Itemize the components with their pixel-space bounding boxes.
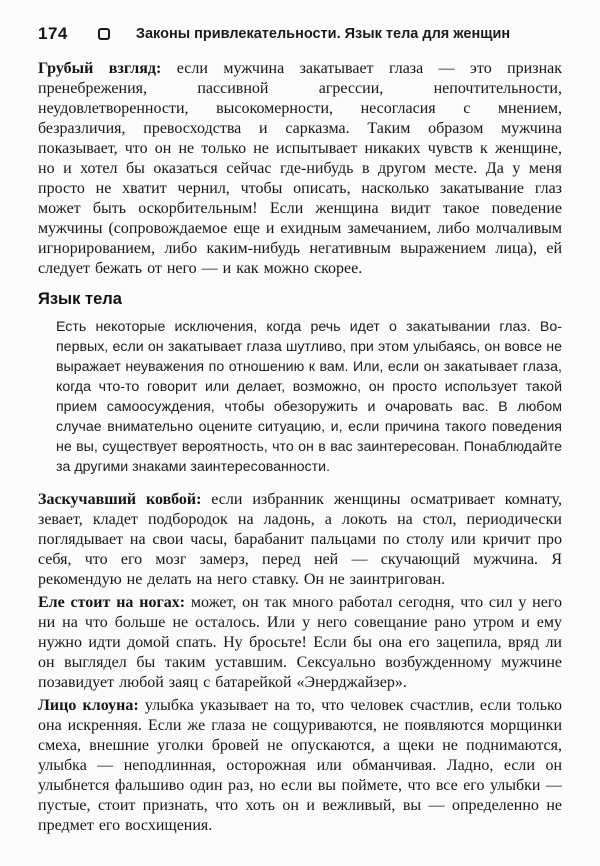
- paragraph-text-bored-cowboy: если избранник женщины осматривает комнату, зевает, кладет подбородок на ладонь, а локоть на стол, периодически поглядывает на свои часы, барабанит пальцами по столу или кричит про себя, что его мозг замерз, перед ней — скучающий мужчина. Я рекомендую не делать на него ставку. Он не заинтригован.: [38, 491, 563, 588]
- paragraph-rude-look: [38, 59, 562, 279]
- section-heading-body-language: Язык тела: [38, 290, 122, 308]
- body-language-note: [56, 317, 562, 477]
- paragraph-lead-bored-cowboy: Заскучавший ковбой:: [38, 491, 202, 508]
- paragraph-lead-rude-look: Грубый взгляд:: [38, 60, 162, 77]
- page-header: [38, 24, 562, 44]
- page-number: 174: [38, 24, 68, 43]
- body-language-note-text: Есть некоторые исключения, когда речь идет о закатывании глаз. Во-первых, если он закатывает глаза шутливо, при этом улыбаясь, он вовсе не выражает неуважения по отношению к вам. Или, если он закатывает глаза, когда что-то говорит или делает, возможно, он просто использует такой прием самоосуждения, чтобы обезоружить и очаровать вас. В любом случае внимательно оцените ситуацию, и, если причина такого поведения не вы, существует вероятность, что он в вас заинтересован. Понаблюдайте за другими знаками заинтересованности.: [56, 319, 562, 475]
- paragraph-text-clown-face: улыбка указывает на то, что человек счастлив, если только она искренняя. Если же глаза не сощуриваются, не появляются морщинки смеха, внешние уголки бровей не опускаются, а щеки не поднимаются, улыбка — неподлинная, осторожная или обманчивая. Ладно, если он улыбнется фальшиво один раз, но если вы поймете, что все его улыбки — пустые, стоит признать, что хоть он и вежливый, вы — определенно не предмет его восхищения.: [38, 697, 562, 834]
- paragraph-text-barely-standing: может, он так много работал сегодня, что сил у него ни на что больше не осталось. Или у него совещание рано утром и ему нужно идти домой спать. Ну бросьте! Если бы она его зацепила, вряд ли он выглядел бы таким уставшим. Сексуально возбужденному мужчине позавидует любой заяц с батарейкой «Энерджайзер».: [38, 594, 562, 691]
- running-title: Законы привлекательности. Язык тела для женщин: [135, 26, 511, 42]
- square-marker-icon: [98, 28, 110, 40]
- paragraph-clown-face: [38, 696, 562, 836]
- paragraph-lead-barely-standing: Еле стоит на ногах:: [38, 594, 186, 611]
- paragraph-bored-cowboy: [38, 490, 562, 590]
- paragraph-lead-clown-face: Лицо клоуна:: [38, 697, 139, 714]
- paragraph-barely-standing: [38, 593, 562, 693]
- paragraph-text-rude-look: если мужчина закатывает глаза — это признак пренебрежения, пассивной агрессии, непочтительности, неудовлетворенности, высокомерности, несогласия с мнением, безразличия, превосходства и сарказма. Таким образом мужчина показывает, что он не только не испытывает никаких чувств к женщине, но и хотел бы оказаться сейчас где-нибудь в другом месте. Да у меня просто не хватит чернил, чтобы описать, насколько закатывание глаз может быть оскорбительным! Если женщина видит такое поведение мужчины (сопровождаемое еще и ехидным замечанием, либо молчаливым игнорированием, либо каким-нибудь негативным выражением лица), ей следует бежать от него — и как можно скорее.: [38, 60, 563, 277]
